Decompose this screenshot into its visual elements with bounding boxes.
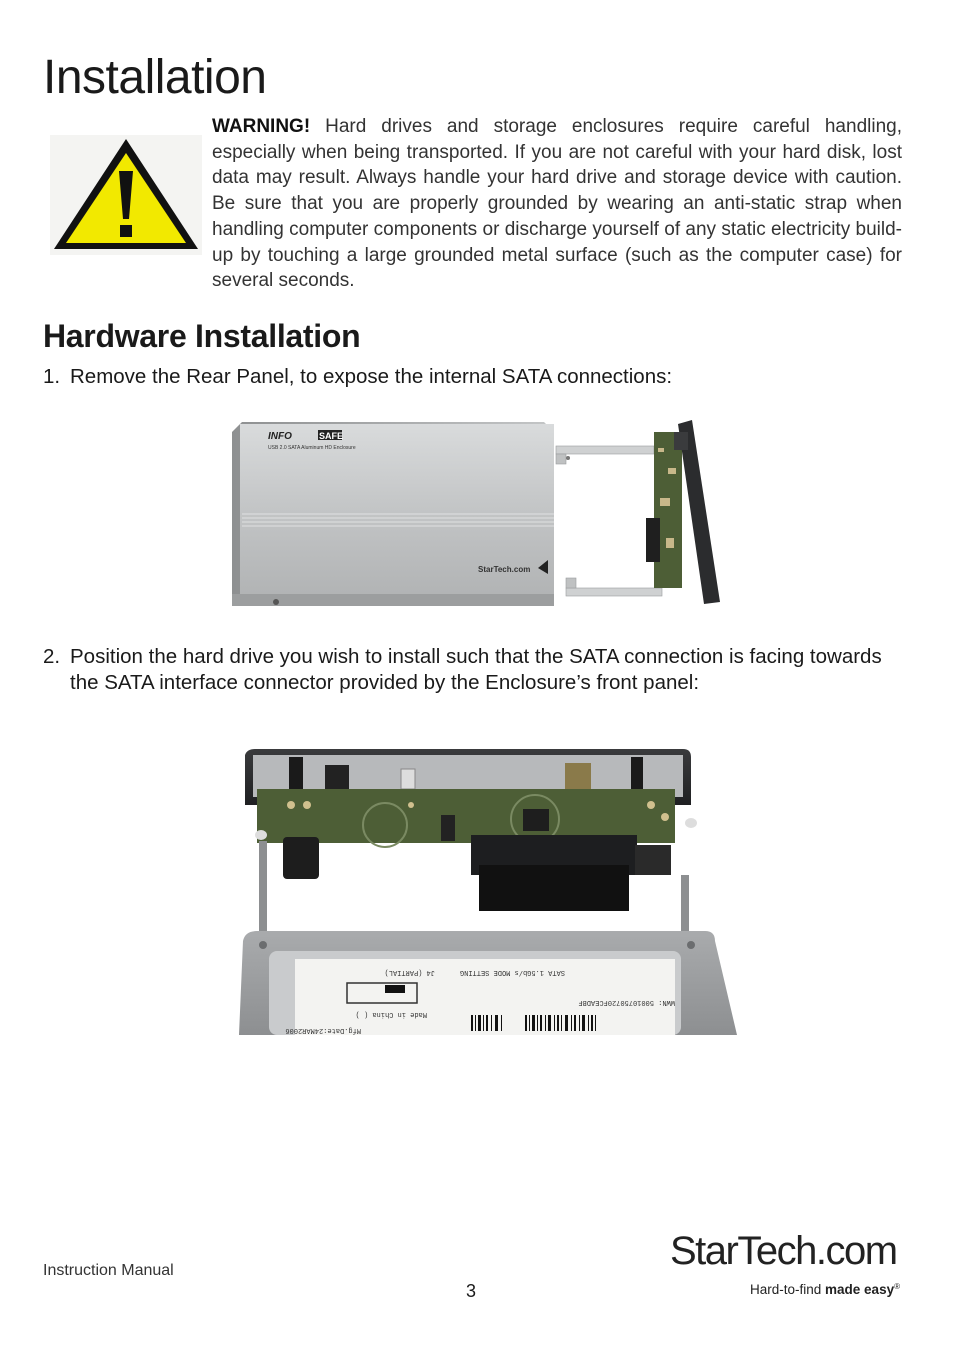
enclosure-rear-panel-photo <box>222 418 722 608</box>
step-2-number: 2. <box>43 645 61 668</box>
logo-wordmark: StarTech.com <box>670 1229 897 1273</box>
warning-paragraph <box>212 114 902 294</box>
brand-tagline <box>750 1282 900 1297</box>
warning-body: Hard drives and storage enclosures require careful handling, especially when being transported. If you are not careful with your hard disk, lost data may result. Always handle your hard drive and storage device with caution. Be sure that you are properly grounded by wearing an anti-static strap when handling computer components or discharge yourself of any static electricity build-up by touching a large grounded metal surface (such as the computer case) for several seconds. <box>212 116 902 292</box>
page-title: Installation <box>43 51 267 104</box>
enclosure-maker-text: StarTech.com <box>478 565 531 574</box>
hardware-installation-heading: Hardware Installation <box>43 318 361 354</box>
hard-drive-connection-photo <box>235 745 737 1035</box>
warning-icon <box>50 135 202 255</box>
drive-label-line-4: Mfg.Date:24MAR2006 <box>285 1026 361 1034</box>
startech-logo <box>670 1228 910 1274</box>
drive-label-line-5: WWN: 50010750720FCEADBF <box>578 998 675 1006</box>
step-1-number: 1. <box>43 365 61 388</box>
page-number: 3 <box>466 1281 477 1301</box>
brand-safe: SAFE <box>319 431 344 441</box>
drive-label-line-3: Made in China ( ) <box>355 1010 427 1018</box>
drive-label-line-1: SATA 1.5Gb/s MODE SETTING <box>459 968 565 976</box>
registered-mark: ® <box>894 1282 900 1291</box>
tagline-regular: Hard-to-find <box>750 1282 826 1297</box>
step-1 <box>43 364 903 390</box>
step-2 <box>43 644 903 696</box>
step-1-text: Remove the Rear Panel, to expose the internal SATA connections: <box>70 365 673 388</box>
step-2-text: Position the hard drive you wish to install such that the SATA connection is facing towards the SATA interface connector provided by the Enclosure’s front panel: <box>70 645 882 694</box>
tagline-bold: made easy <box>825 1282 895 1297</box>
enclosure-model-text: USB 2.0 SATA Aluminum HD Enclosure <box>268 445 356 451</box>
warning-label: WARNING! <box>212 116 311 137</box>
footer-label: Instruction Manual <box>43 1262 174 1279</box>
brand-info: INFO <box>268 431 292 442</box>
drive-label-line-2: J4 (PARTIAL) <box>384 968 435 976</box>
